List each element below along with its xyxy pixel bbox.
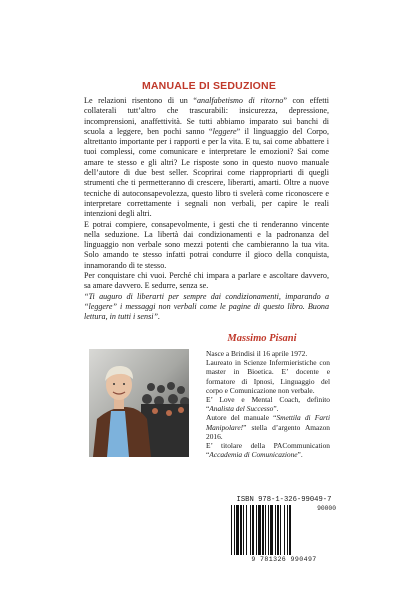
barcode-bar xyxy=(289,505,291,555)
barcode-bar xyxy=(236,505,239,555)
barcode-bar xyxy=(243,505,244,555)
blurb-paragraph-1 xyxy=(84,96,329,220)
author-bio xyxy=(206,349,330,459)
blurb-text-fragment: Le relazioni risentono di un “ xyxy=(84,96,197,105)
bio-text-fragment: ” stella d’argento Amazon 2016. xyxy=(206,422,330,441)
bio-text-fragment: ”. xyxy=(273,404,279,414)
bio-emphasis: Analista del Successo xyxy=(209,404,274,414)
bio-text-fragment: Autore del manuale “ xyxy=(206,413,277,423)
bio-academy xyxy=(206,441,330,459)
barcode-bar xyxy=(231,505,232,555)
blurb-text-fragment: ” con effetti collaterali tutt’altro che trascurabili: insicurezza, depressione, incomprensioni, anaffettività. Se tutti abbiamo imparato sui banchi di scuola a leggere, ben pochi sanno “ xyxy=(84,96,329,136)
bio-text-fragment: E’ Love e Mental Coach, definito “ xyxy=(206,395,330,414)
blurb-text-fragment: ” il linguaggio del Corpo, altrettanto importante per i rapporti e per la vita. E tu, sai come abbattere i tuoi complessi, come comunicare e interpretare le emozioni? Sai come amare te stesso e gli altri? Le risposte sono in questo nuovo manuale dell’autore di due best seller. Scoprirai come riappropriarti di quegli strumenti che ti permetteranno di crescere, liberarti, amarti. Oltre a nuove tecniche di autoconsapevolezza, questo libro ti svelerà come riconoscere e interpretare correttamente i segnali non verbali, per capire le reali intenzioni degli altri. xyxy=(84,126,329,219)
barcode-bar xyxy=(256,505,257,555)
barcode-bar xyxy=(268,505,269,555)
bio-emphasis: Accademia di Comunicazione xyxy=(209,450,298,460)
barcode-bar xyxy=(284,505,285,555)
barcode-bar xyxy=(262,505,264,555)
bio-emphasis: Smettila di Farti Manipolare! xyxy=(206,413,330,432)
bio-text-fragment: E’ titolare della PACommunication “ xyxy=(206,441,330,460)
author-quote: “Ti auguro di liberarti per sempre dai condizionamenti, imparando a “leggere” i messaggi non verbali come le pagine di questo libro. Buona lettura, in tutti i sensi”. xyxy=(84,291,329,322)
bio-education: Laureato in Scienze Infermieristiche con master in Bioetica. E’ docente e formatore di Ipnosi, Linguaggio del corpo e Comunicazione non verbale. xyxy=(206,358,330,395)
blurb-paragraph-3: Per conquistare chi vuoi. Perché chi impara a parlare e ascoltare davvero, sa amare davvero. E sedurre, senza se. xyxy=(84,271,329,291)
barcode-bar xyxy=(250,505,251,555)
barcode-digits: 9 781326 990497 xyxy=(251,556,317,563)
bio-text-fragment: ”. xyxy=(297,450,303,460)
barcode-bar xyxy=(275,505,276,555)
barcode-bar xyxy=(277,505,279,555)
blurb-emphasis: analfabetismo di ritorno xyxy=(197,96,284,105)
blurb-text xyxy=(84,96,329,323)
barcode-bar xyxy=(265,505,266,555)
bio-coach xyxy=(206,395,330,413)
barcode-bar xyxy=(246,505,247,555)
barcode-bar xyxy=(270,505,273,555)
barcode-bar xyxy=(240,505,242,555)
barcode-icon xyxy=(230,505,312,557)
isbn-label: ISBN 978-1-326-99049-7 xyxy=(236,496,332,504)
bio-author xyxy=(206,413,330,441)
barcode-bar xyxy=(280,505,281,555)
book-title: MANUALE DI SEDUZIONE xyxy=(141,80,277,92)
author-signature: Massimo Pisani xyxy=(227,333,297,344)
bio-birth: Nasce a Brindisi il 16 aprile 1972. xyxy=(206,349,308,358)
barcode-bar xyxy=(234,505,235,555)
blurb-paragraph-2: E potrai compiere, consapevolmente, i gesti che ti renderanno vincente nella seduzione. La libertà dai condizionamenti e la padronanza del linguaggio non verbale sono mezzi potenti che cambieranno la tua vita. Solo amando te stesso infatti potrai condurre il gioco della conquista, innamorando di te stesso. xyxy=(84,219,329,270)
price-code: 90000 xyxy=(317,505,336,512)
blurb-emphasis: leggere xyxy=(212,126,237,136)
author-photo xyxy=(89,349,189,457)
isbn-barcode xyxy=(230,496,338,565)
barcode-bar xyxy=(287,505,288,555)
barcode-bar xyxy=(258,505,261,555)
barcode-bar xyxy=(252,505,254,555)
author-photo-image xyxy=(89,349,189,457)
